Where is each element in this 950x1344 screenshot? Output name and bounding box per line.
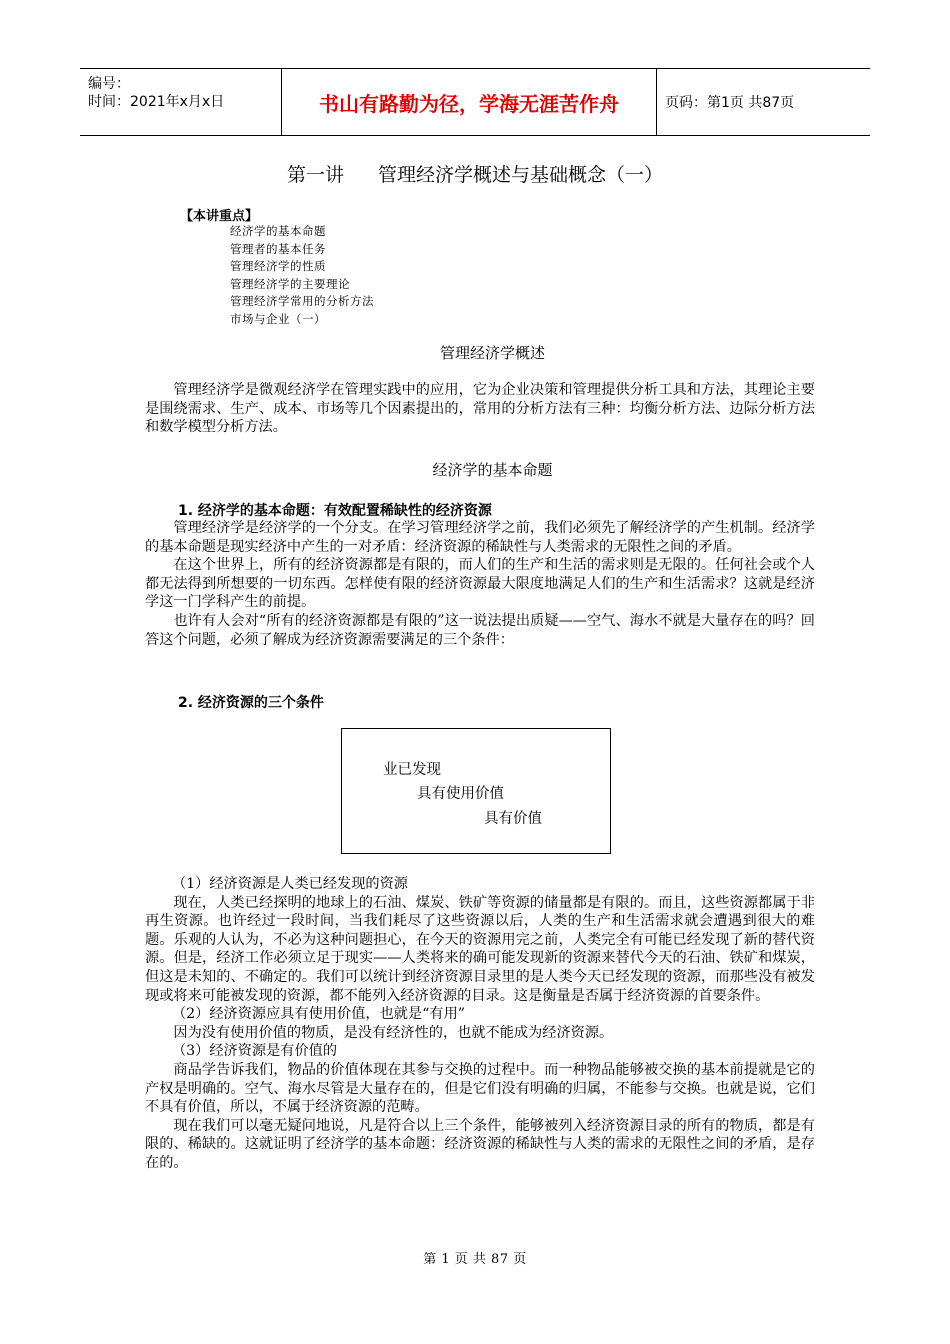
subheading-three-conditions: 2. 经济资源的三个条件 bbox=[178, 695, 324, 711]
overview-paragraph bbox=[145, 381, 815, 437]
page-footer: 第 1 页 共 87 页 bbox=[423, 1252, 527, 1267]
lecture-topic: 管理经济学概述与基础概念（一） bbox=[378, 164, 664, 186]
subheading-basic-proposition: 1. 经济学的基本命题：有效配置稀缺性的经济资源 bbox=[178, 503, 492, 519]
paragraph: 因为没有使用价值的物质，是没有经济性的，也就不能成为经济资源。 bbox=[173, 1024, 614, 1041]
paragraph: 也许有人会对“所有的经济资源都是有限的”这一说法提出质疑——空气、海水不就是大量存在的吗？回答这个问题，必须了解成为经济资源需要满足的三个条件： bbox=[145, 612, 815, 648]
key-point-item: 经济学的基本命题 bbox=[230, 224, 326, 238]
condition-discovered: 业已发现 bbox=[383, 762, 441, 778]
condition-heading-3: （3）经济资源是有价值的 bbox=[171, 1043, 338, 1060]
paragraph: 在这个世界上，所有的经济资源都是有限的，而人们的生产和生活的需求则是无限的。任何社会或个人都无法得到所想要的一切东西。怎样使有限的经济资源最大限度地满足人们的生产和生活需求？这就是经济学这一门学科产生的前提。 bbox=[145, 557, 815, 611]
condition-value: 具有价值 bbox=[484, 811, 542, 827]
key-point-item: 管理经济学常用的分析方法 bbox=[230, 294, 374, 308]
key-point-item: 管理经济学的性质 bbox=[230, 259, 326, 273]
condition-use-value: 具有使用价值 bbox=[417, 786, 504, 802]
paragraph: 管理经济学是经济学的一个分支。在学习管理经济学之前，我们必须先了解经济学的产生机制。经济学的基本命题是现实经济中产生的一对矛盾：经济资源的稀缺性与人类需求的无限性之间的矛盾。 bbox=[145, 520, 815, 555]
paragraph: 现在我们可以毫无疑问地说，凡是符合以上三个条件，能够被列入经济资源目录的所有的物质，都是有限的、稀缺的。这就证明了经济学的基本命题：经济资源的稀缺性与人类的需求的无限性之间的矛盾，是存在的。 bbox=[145, 1117, 815, 1171]
overview-heading: 管理经济学概述 bbox=[439, 344, 545, 362]
paragraph: 商品学告诉我们，物品的价值体现在其参与交换的过程中。而一种物品能够被交换的基本前提就是它的产权是明确的。空气、海水尽管是大量存在的，但是它们没有明确的归属，不能参与交换。也就是说，它们不具有价值，所以，不属于经济资源的范畴。 bbox=[145, 1061, 815, 1116]
key-points-heading: 【本讲重点】 bbox=[180, 209, 259, 224]
condition-details bbox=[145, 875, 815, 1173]
key-point-item: 管理者的基本任务 bbox=[230, 241, 326, 256]
key-points-list bbox=[230, 223, 374, 328]
header-meta-cell bbox=[80, 69, 282, 135]
condition-heading-2: （2）经济资源应具有使用价值，也就是“有用” bbox=[171, 1006, 466, 1023]
motto: 书山有路勤为径，学海无涯苦作舟 bbox=[282, 69, 657, 135]
lecture-number: 第一讲 bbox=[286, 164, 344, 186]
page-info: 页码：第1页 共87页 bbox=[665, 95, 795, 111]
conditions-box bbox=[341, 728, 611, 854]
date-label: 时间：2021年x月x日 bbox=[88, 94, 225, 110]
basic-heading: 经济学的基本命题 bbox=[432, 461, 553, 479]
key-point-item: 市场与企业（一） bbox=[230, 311, 326, 326]
lecture-title bbox=[0, 160, 950, 187]
overview-text: 管理经济学是微观经济学在管理实践中的应用，它为企业决策和管理提供分析工具和方法，其理论主要是围绕需求、生产、成本、市场等几个因素提出的，常用的分析方法有三种：均衡分析方法、边际分析方法和数学模型分析方法。 bbox=[145, 382, 815, 436]
serial-label: 编号： bbox=[88, 76, 130, 92]
paragraph: 现在，人类已经探明的地球上的石油、煤炭、铁矿等资源的储量都是有限的。而且，这些资源都属于非再生资源。也许经过一段时间，当我们耗尽了这些资源以后，人类的生产和生活需求就会遭遇到很大的难题。乐观的人认为，不必为这种问题担心，在今天的资源用完之前，人类完全有可能已经发现了新的替代资源。但是，经济工作必须立足于现实——人类将来的确可能发现新的资源来替代今天的石油、铁矿和煤炭，但这是未知的、不确定的。我们可以统计到经济资源目录里的是人类今天已经发现的资源，而那些没有被发现或将来可能被发现的资源，都不能列入经济资源的目录。这是衡量是否属于经济资源的首要条件。 bbox=[145, 894, 815, 1004]
key-point-item: 管理经济学的主要理论 bbox=[230, 276, 350, 291]
condition-heading-1: （1）经济资源是人类已经发现的资源 bbox=[171, 876, 408, 892]
header-table bbox=[80, 68, 870, 136]
basic-paragraphs bbox=[145, 519, 815, 649]
